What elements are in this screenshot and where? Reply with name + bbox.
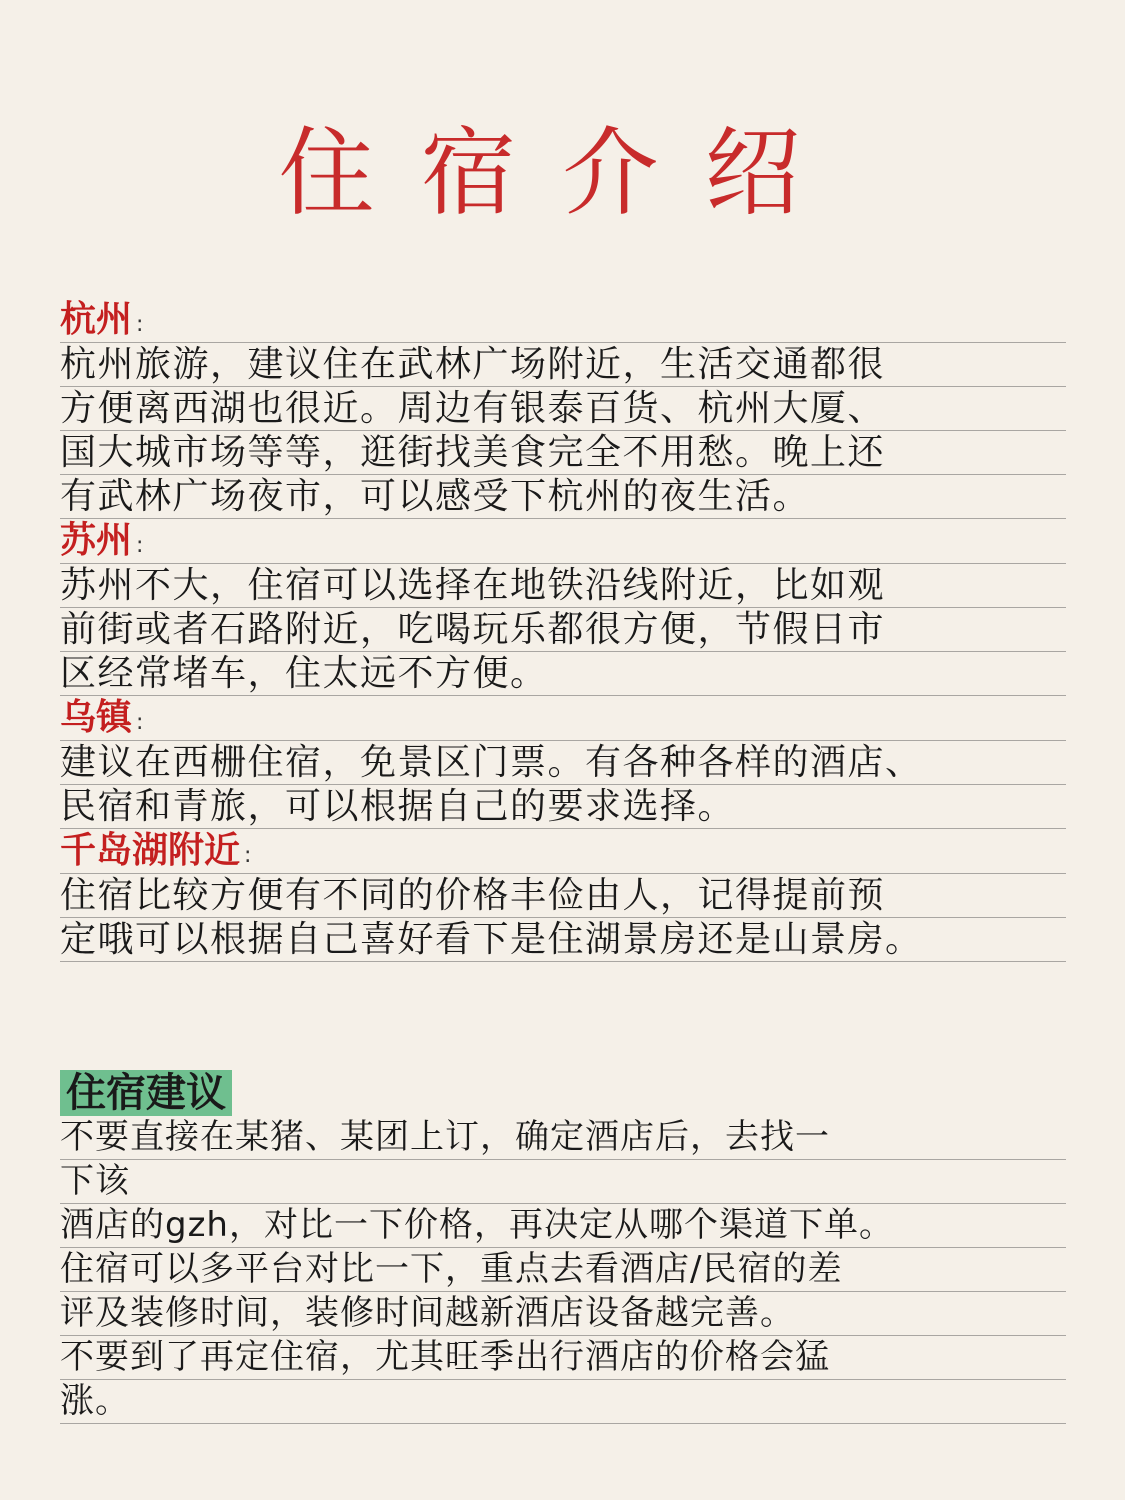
text-line: 定哦可以根据自己喜好看下是住湖景房还是山景房。 [60,918,1066,962]
text-line: 民宿和青旅，可以根据自己的要求选择。 [60,785,1066,829]
section-heading [60,298,1066,342]
section-body [60,740,1066,829]
heading-colon: : [136,533,144,558]
text-line: 有武林广场夜市，可以感受下杭州的夜生活。 [60,475,1066,519]
section-suzhou [60,519,1066,696]
text-line: 杭州旅游，建议住在武林广场附近，生活交通都很 [60,342,1066,387]
heading-colon: : [136,710,144,735]
text-line: 苏州不大，住宿可以选择在地铁沿线附近，比如观 [60,563,1066,608]
text-line: 下该 [60,1160,1066,1204]
page-title: 住宿介绍 [278,117,847,229]
advice-heading: 住宿建议 [60,1070,232,1116]
heading-colon: : [244,843,252,868]
section-body [60,342,1066,519]
text-line: 区经常堵车，住太远不方便。 [60,652,1066,696]
text-line: 涨。 [60,1380,1066,1424]
section-heading [60,519,1066,563]
section-heading [60,829,1066,873]
section-heading-text: 苏州 [60,520,133,561]
section-heading [60,696,1066,740]
section-qiandao-lake [60,829,1066,962]
section-heading-text: 杭州 [60,299,133,340]
section-body [60,563,1066,696]
text-line: 方便离西湖也很近。周边有银泰百货、杭州大厦、 [60,387,1066,431]
section-heading-text: 千岛湖附近 [60,830,241,871]
city-sections [60,298,1066,962]
text-line: 不要直接在某猪、某团上订，确定酒店后，去找一 [60,1116,1066,1160]
text-line: 住宿比较方便有不同的价格丰俭由人，记得提前预 [60,873,1066,918]
advice-body [60,1116,1066,1424]
section-wuzhen [60,696,1066,829]
text-line: 不要到了再定住宿，尤其旺季出行酒店的价格会猛 [60,1336,1066,1380]
text-line: 酒店的gzh，对比一下价格，再决定从哪个渠道下单。 [60,1204,1066,1248]
text-line: 评及装修时间，装修时间越新酒店设备越完善。 [60,1292,1066,1336]
text-line: 住宿可以多平台对比一下，重点去看酒店/民宿的差 [60,1248,1066,1292]
section-hangzhou [60,298,1066,519]
heading-colon: : [136,312,144,337]
text-line: 建议在西栅住宿，免景区门票。有各种各样的酒店、 [60,740,1066,785]
section-body [60,873,1066,962]
advice-section [60,1070,1066,1424]
text-line: 前街或者石路附近，吃喝玩乐都很方便，节假日市 [60,608,1066,652]
text-line: 国大城市场等等，逛街找美食完全不用愁。晚上还 [60,431,1066,475]
section-heading-text: 乌镇 [60,697,133,738]
